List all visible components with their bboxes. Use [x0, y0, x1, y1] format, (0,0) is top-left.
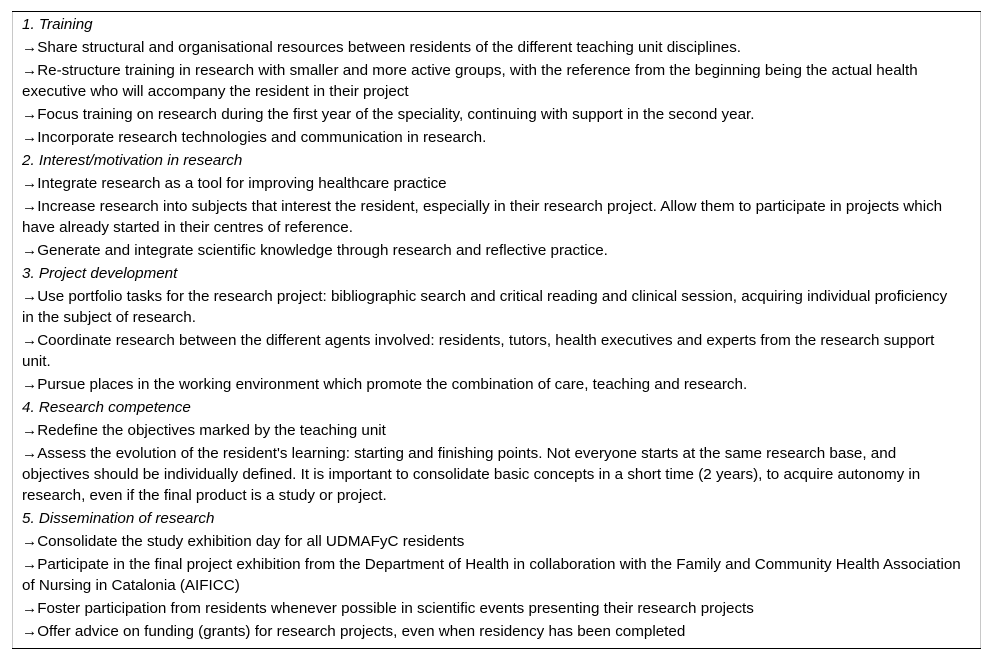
list-item-text: Assess the evolution of the resident's learning: starting and finishing points. Not everyone starts at the same research base, and objectives should be individually defined. It is important to consolidate basic concepts in a short time (2 years), to acquire autonomy in research, even if the final product is a study or project.	[22, 445, 921, 504]
list-item	[22, 104, 962, 125]
arrow-icon: →	[22, 39, 38, 56]
list-item	[22, 37, 962, 58]
list-item	[22, 240, 962, 261]
list-item-text: Focus training on research during the first year of the speciality, continuing with support in the second year.	[37, 106, 755, 123]
arrow-icon: →	[22, 175, 38, 192]
recommendations-table	[12, 11, 981, 649]
arrow-icon: →	[22, 288, 38, 305]
section-heading: 3. Project development	[22, 265, 178, 282]
list-item	[22, 286, 962, 328]
arrow-icon: →	[22, 556, 38, 573]
list-item	[22, 554, 962, 596]
arrow-icon: →	[22, 198, 38, 215]
arrow-icon: →	[22, 376, 38, 393]
list-item-text: Increase research into subjects that interest the resident, especially in their research project. Allow them to participate in projects which have already started in their centres of reference.	[22, 198, 943, 236]
list-item	[22, 531, 962, 552]
arrow-icon: →	[22, 332, 38, 349]
list-item-text: Incorporate research technologies and communication in research.	[37, 129, 487, 146]
list-item-text: Offer advice on funding (grants) for research projects, even when residency has been completed	[37, 623, 686, 640]
section-heading: 2. Interest/motivation in research	[22, 152, 243, 169]
arrow-icon: →	[22, 533, 38, 550]
section-heading: 1. Training	[22, 16, 93, 33]
arrow-icon: →	[22, 623, 38, 640]
arrow-icon: →	[22, 129, 38, 146]
list-item-text: Integrate research as a tool for improving healthcare practice	[37, 175, 447, 192]
list-item	[22, 621, 962, 642]
list-item-text: Foster participation from residents whenever possible in scientific events presenting their research projects	[37, 600, 754, 617]
arrow-icon: →	[22, 106, 38, 123]
list-item	[22, 196, 962, 238]
list-item-text: Use portfolio tasks for the research project: bibliographic search and critical reading and clinical session, acquiring individual proficiency in the subject of research.	[22, 288, 948, 326]
list-item	[22, 127, 962, 148]
arrow-icon: →	[22, 445, 38, 462]
list-item	[22, 374, 962, 395]
list-item-text: Pursue places in the working environment which promote the combination of care, teaching and research.	[37, 376, 748, 393]
list-item-text: Participate in the final project exhibition from the Department of Health in collaboration with the Family and Community Health Association of Nursing in Catalonia (AIFICC)	[22, 556, 961, 594]
list-item	[22, 598, 962, 619]
list-item	[22, 173, 962, 194]
list-item	[22, 60, 962, 102]
list-item-text: Re-structure training in research with smaller and more active groups, with the reference from the beginning being the actual health executive who will accompany the resident in their project	[22, 62, 918, 100]
list-item	[22, 443, 962, 506]
arrow-icon: →	[22, 62, 38, 79]
list-item	[22, 330, 962, 372]
arrow-icon: →	[22, 242, 38, 259]
table-cell	[12, 12, 981, 648]
list-item-text: Redefine the objectives marked by the teaching unit	[37, 422, 386, 439]
list-item-text: Generate and integrate scientific knowledge through research and reflective practice.	[37, 242, 608, 259]
list-item	[22, 420, 962, 441]
list-item-text: Coordinate research between the different agents involved: residents, tutors, health executives and experts from the research support unit.	[22, 332, 935, 370]
list-item-text: Consolidate the study exhibition day for all UDMAFyC residents	[37, 533, 465, 550]
arrow-icon: →	[22, 422, 38, 439]
list-item-text: Share structural and organisational resources between residents of the different teaching unit disciplines.	[37, 39, 742, 56]
section-heading: 5. Dissemination of research	[22, 510, 215, 527]
arrow-icon: →	[22, 600, 38, 617]
section-heading: 4. Research competence	[22, 399, 191, 416]
